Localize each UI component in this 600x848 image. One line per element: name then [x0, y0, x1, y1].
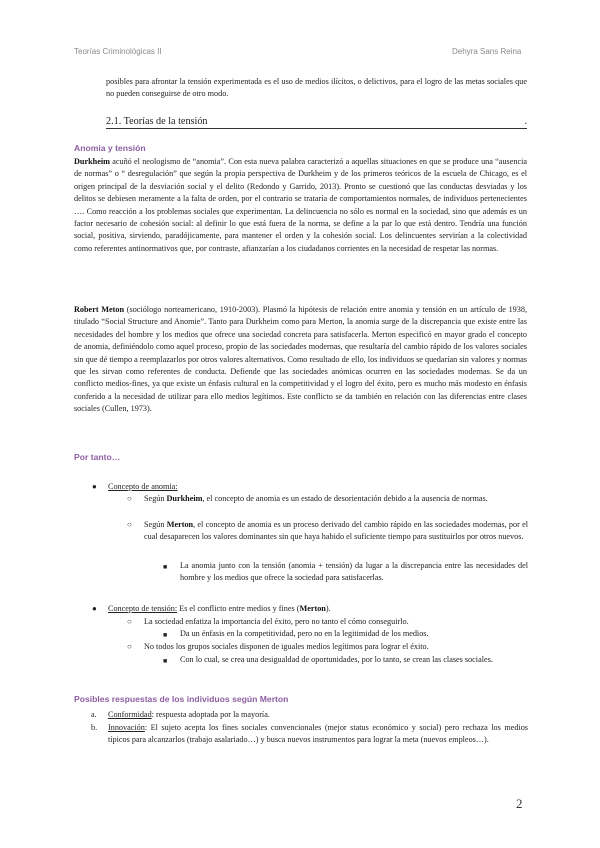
- bullet-dot: ●: [92, 482, 97, 491]
- anomia-merton: Según Merton, el concepto de anomia es un proceso derivado del cambio rápido en las sociedades modernas, por el cual desaparecen los valores dominantes sin que haya habido el suficiente tiempo para sustituirlos por otros nuevos.: [144, 520, 529, 542]
- list-marker-a: a.: [91, 710, 97, 719]
- section-title-text: 2.1. Teorías de la tensión: [106, 116, 208, 127]
- merton-text: (sociólogo norteamericano, 1910-2003). Plasmó la hipótesis de relación entre anomia y tensión en un artículo de 1938, titulado “Social Structure and Anomie”. Tanto para Durkheim como para Merton, la anomia surge de la discrepancia que existe entre las necesidades del hombre y los medios que ofrece una sociedad concreta para satisfacerla. Merton especificó en mayor grado el concepto de anomia, definiéndolo como aquel proceso, propio de las sociedades modernas, que resultaría del cambio rápido de los valores sociales sin que dé tiempo a reemplazarlos por otros valores alternativos. Como resultado de ello, los individuos se quedarían sin valores y normas que les sirvan como referentes de conducta. Defiende que las sociedades anómicas ocurren en las sociedades modernas. Se da un conflicto medios-fines, ya que existe un énfasis cultural en la competitividad y el logro del éxito, pero es mucho más modesto en énfasis conferido a la necesidad de utilizar para ello medios legítimos. Este conflicto se da también en relación con las diferencias entre clases sociales (Cullen, 1973).: [74, 305, 528, 414]
- merton-paragraph: [74, 304, 527, 416]
- bullet-square: ■: [163, 631, 168, 639]
- durkheim-text: acuñó el neologismo de “anomia”. Con esta nueva palabra caracterizó a aquellas situaciones en que se produce una “ausencia de normas” o “ desregulación” que según la propia perspectiva de Durkheim y de los primeros teóricos de la escuela de Chicago, es el origen principal de la desviación social y el delito (Redondo y Garrido, 2013). Pronto se cuestionó que las conductas desviadas y los delitos se debiesen meramente a la falta de orden, por el contrario se trataría de comportamientos normales, de individuos pertenecientes …. Como reacción a los problemas sociales que experimentan. La delincuencia no sólo es normal en la sociedad, sino que además es un factor necesario de cohesión social: al definir lo que está fuera de la norma, se define a la par lo que está dentro. Tendría una función social, positiva, sirviendo, paradójicamente, para mantener el orden y la cohesión social. Los delincuentes servirían a la colectividad como referentes antinormativos que, por contraste, afianzarían a los ciudadanos corrientes en la necesidad de respetar las normas.: [74, 157, 527, 253]
- bullet-circle: ○: [127, 642, 132, 651]
- tension-a: La sociedad enfatiza la importancia del éxito, pero no tanto el cómo conseguirlo.: [144, 617, 409, 626]
- page-number: 2: [516, 796, 523, 811]
- anomia-durkheim: Según Durkheim, el concepto de anomia es un estado de desorientación debido a la ausencia de normas.: [144, 494, 488, 503]
- tension-title: Concepto de tensión: Es el conflicto entre medios y fines (Merton).: [108, 604, 331, 613]
- subheading-respuestas: Posibles respuestas de los individuos según Merton: [74, 694, 289, 704]
- subheading-por-tanto: Por tanto…: [74, 452, 121, 462]
- subheading-anomia: Anomia y tensión: [74, 143, 146, 153]
- bullet-circle: ○: [127, 617, 132, 626]
- bullet-circle: ○: [127, 520, 132, 529]
- bullet-square: ■: [163, 563, 168, 571]
- tension-b: No todos los grupos sociales disponen de iguales medios legítimos para lograr el éxito.: [144, 642, 429, 651]
- list-item-conformidad: Conformidad: respuesta adoptada por la mayoría.: [108, 710, 270, 719]
- anomia-title: Concepto de anomia:: [108, 482, 178, 491]
- section-title-dot: .: [524, 116, 527, 127]
- bullet-circle: ○: [127, 494, 132, 503]
- durkheim-name: Durkheim: [74, 157, 110, 166]
- section-title: [106, 116, 527, 129]
- header-left: Teorías Criminológicas II: [74, 47, 162, 56]
- list-marker-b: b.: [91, 723, 98, 732]
- anomia-sub: La anomia junto con la tensión (anomia + tensión) da lugar a la discrepancia entre las necesidades del hombre y los medios que ofrece la sociedad para satisfacerlas.: [180, 561, 528, 583]
- bullet-dot: ●: [92, 604, 97, 613]
- tension-a1: Da un énfasis en la competitividad, pero no en la legitimidad de los medios.: [180, 629, 429, 638]
- list-item-innovacion: Innovación: El sujeto acepta los fines sociales convencionales (mejor status económico y social) pero rechaza los medios típicos para alcanzarlos (trabajo asalariado…) y busca nuevos instrumentos para lograr la meta (nuevos empleos…).: [108, 723, 528, 745]
- merton-name: Robert Meton: [74, 305, 125, 314]
- tension-b1: Con lo cual, se crea una desigualdad de oportunidades, por lo tanto, se crean las clases sociales.: [180, 655, 493, 664]
- bullet-square: ■: [163, 657, 168, 665]
- intro-paragraph: posibles para afrontar la tensión experimentada es el uso de medios ilícitos, o delictivos, para el logro de las metas sociales que no pueden conseguirse de otro modo.: [106, 77, 527, 99]
- durkheim-paragraph: [74, 156, 527, 255]
- header-right: Dehyra Sans Reina: [452, 47, 522, 56]
